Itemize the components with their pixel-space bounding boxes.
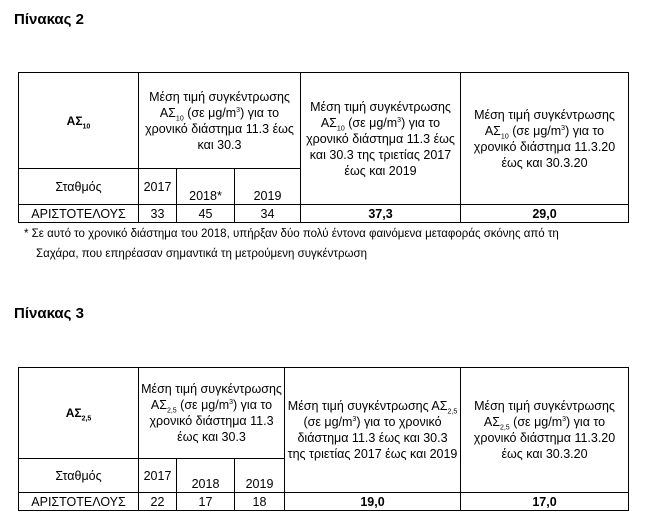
table-2-station-name: ΑΡΙΣΤΟΤΕΛΟΥΣ (19, 205, 139, 223)
header-text: (σε μg/m (508, 123, 562, 138)
table-3-year-header: 2019 (235, 459, 285, 493)
table-2-param-subscript: 10 (82, 122, 91, 130)
header-text: (σε μg/m (176, 398, 230, 412)
table-3-station-header: Σταθμός (19, 459, 139, 493)
table-2-value-triennium: 37,3 (301, 205, 461, 223)
header-subscript: 10 (500, 133, 509, 140)
header-subscript: 10 (336, 125, 345, 132)
table-3-data-row (19, 493, 629, 511)
header-text: ) για το χρονικό διάστημα 11.3 έως και 30.3 της τριετίας 2017 έως και 2019 (306, 115, 455, 178)
table-3-value-triennium: 19,0 (285, 493, 461, 511)
table-2-year-header: 2019 (235, 169, 301, 205)
table-2-header-row (19, 73, 629, 169)
footnote-line: * Σε αυτό το χρονικό διάστημα του 2018, υπήρξαν δύο πολύ έντονα φαινόμενα μεταφοράς σκόνης από τη (24, 228, 559, 240)
header-text: (σε μg/m (183, 105, 237, 120)
header-text: ) για το χρονικό διάστημα 11.3 έως και 30.3 (145, 105, 294, 152)
header-subscript: 2,5 (499, 424, 510, 432)
table-2-group-header (139, 73, 301, 169)
table-2-title: Πίνακας 2 (14, 11, 84, 28)
table-2-triennium-header (301, 73, 461, 205)
table-2-year-header: 2018* (177, 169, 235, 205)
table-3-group-header (139, 368, 285, 459)
table-3-title: Πίνακας 3 (14, 305, 84, 322)
header-subscript: 2,5 (166, 407, 177, 415)
footnote-line: Σαχάρα, που επηρέασαν σημαντικά τη μετρούμενη συγκέντρωση (36, 248, 367, 260)
header-text: Μέση τιμή συγκέντρωσης ΑΣ (149, 89, 290, 120)
header-text: (σε μg/m (509, 415, 563, 429)
table-3-year-header: 2017 (139, 459, 177, 493)
table-2-station-header: Σταθμός (19, 169, 139, 205)
table-2-current-header (461, 73, 629, 205)
table-3-header-row (19, 368, 629, 459)
header-text: ) για το χρονικό διάστημα 11.3 έως και 30.3 (149, 398, 274, 444)
header-text: Μέση τιμή συγκέντρωσης ΑΣ (287, 399, 448, 413)
table-3-value-2017: 22 (139, 493, 177, 511)
header-superscript: 3 (562, 415, 567, 423)
header-text: ) για το χρονικό διάστημα 11.3 έως και 30.3 της τριετίας 2017 έως και 2019 (287, 415, 458, 461)
header-subscript: 10 (175, 115, 184, 122)
table-2 (18, 72, 629, 223)
header-text: ) για το χρονικό διάστημα 11.3.20 έως και 30.3.20 (473, 123, 616, 170)
header-text: Μέση τιμή συγκέντρωσης ΑΣ (474, 107, 615, 138)
header-superscript: 3 (236, 106, 241, 114)
table-3-value-current: 17,0 (461, 493, 629, 511)
header-text: (σε μg/m (303, 415, 353, 429)
header-text: Μέση τιμή συγκέντρωσης ΑΣ (474, 399, 615, 429)
table-2-value-2018: 45 (177, 205, 235, 223)
header-text: (σε μg/m (344, 115, 398, 130)
table-2-footnote (24, 224, 634, 264)
table-3-param-subscript: 2,5 (81, 415, 92, 423)
table-2-data-row (19, 205, 629, 223)
header-text: ) για το χρονικό διάστημα 11.3.20 έως και 30.3.20 (473, 415, 616, 461)
header-superscript: 3 (352, 415, 357, 423)
table-3-current-header (461, 368, 629, 493)
table-3-triennium-header (285, 368, 461, 493)
table-2-value-2017: 33 (139, 205, 177, 223)
header-text: Μέση τιμή συγκέντρωσης ΑΣ (141, 382, 282, 412)
table-3-param-label: ΑΣ (65, 406, 82, 420)
table-2-param-label: ΑΣ (66, 113, 83, 128)
table-2-value-current: 29,0 (461, 205, 629, 223)
header-subscript: 2,5 (447, 408, 458, 416)
table-3-year-header: 2018 (177, 459, 235, 493)
table-3-station-name: ΑΡΙΣΤΟΤΕΛΟΥΣ (19, 493, 139, 511)
header-superscript: 3 (397, 116, 402, 124)
table-2-year-header: 2017 (139, 169, 177, 205)
table-2-value-2019: 34 (235, 205, 301, 223)
table-3-value-2018: 17 (177, 493, 235, 511)
table-2-param-cell (19, 73, 139, 169)
table-3 (18, 367, 629, 511)
header-superscript: 3 (229, 398, 234, 406)
table-3-value-2019: 18 (235, 493, 285, 511)
table-3-param-cell (19, 368, 139, 459)
header-superscript: 3 (561, 124, 566, 132)
header-text: Μέση τιμή συγκέντρωσης ΑΣ (310, 99, 451, 130)
